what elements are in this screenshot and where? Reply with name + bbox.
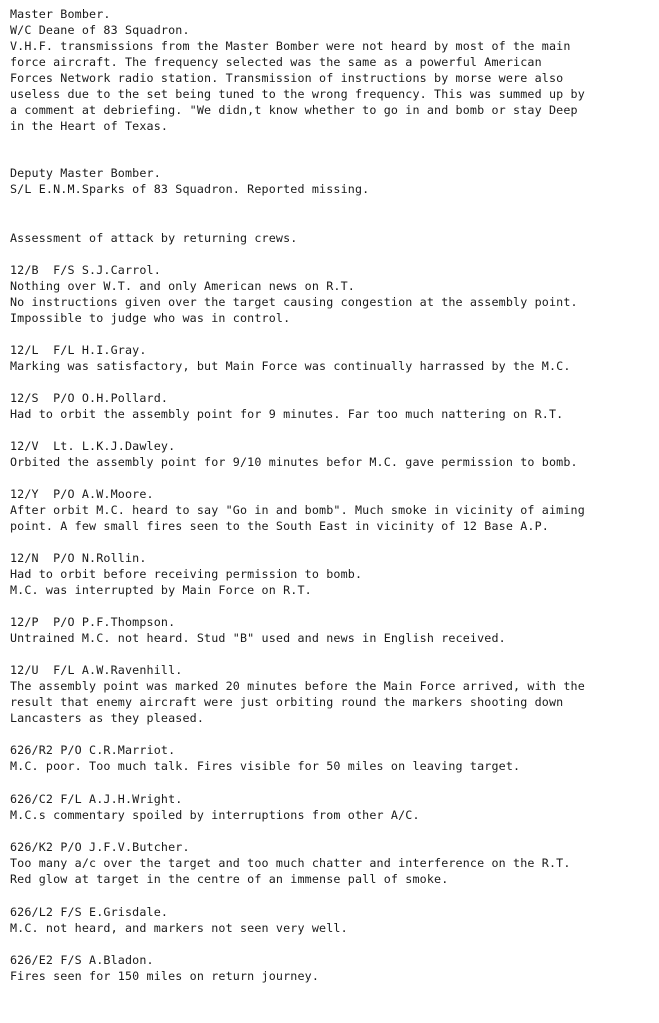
- crew-member-name: Lt. L.K.J.Dawley.: [53, 439, 176, 453]
- deputy-master-bomber-name: S/L E.N.M.Sparks of 83 Squadron. Reported missing.: [10, 182, 370, 196]
- crew-aircraft-id: 12/L: [10, 343, 39, 357]
- crew-aircraft-id: 626/L2: [10, 905, 54, 919]
- crew-comment: Orbited the assembly point for 9/10 minutes befor M.C. gave permission to bomb.: [10, 455, 578, 469]
- crew-aircraft-id: 12/B: [10, 263, 39, 277]
- crew-id-name: [10, 550, 147, 566]
- crew-aircraft-id: 626/C2: [10, 792, 54, 806]
- crew-comment: Impossible to judge who was in control.: [10, 311, 291, 325]
- crew-comment: Too many a/c over the target and too much chatter and interference on the R.T.: [10, 856, 571, 870]
- assessment-heading: Assessment of attack by returning crews.: [10, 231, 298, 245]
- master-bomber-text-line: in the Heart of Texas.: [10, 119, 169, 133]
- crew-id-name: [10, 839, 190, 855]
- crew-id-name: [10, 614, 175, 630]
- crew-id-name: [10, 791, 182, 807]
- crew-comment: Nothing over W.T. and only American news on R.T.: [10, 279, 355, 293]
- crew-comment: M.C. poor. Too much talk. Fires visible for 50 miles on leaving target.: [10, 759, 521, 773]
- crew-comment: result that enemy aircraft were just orbiting round the markers shooting down: [10, 695, 564, 709]
- crew-id-name: [10, 952, 154, 968]
- master-bomber-text-line: a comment at debriefing. "We didn,t know whether to go in and bomb or stay Deep: [10, 103, 578, 117]
- crew-comment: The assembly point was marked 20 minutes before the Main Force arrived, with the: [10, 679, 585, 693]
- crew-comment: M.C. was interrupted by Main Force on R.T.: [10, 583, 312, 597]
- crew-member-name: P/O J.F.V.Butcher.: [60, 840, 190, 854]
- crew-id-name: [10, 742, 175, 758]
- master-bomber-name: W/C Deane of 83 Squadron.: [10, 23, 190, 37]
- crew-comment: point. A few small fires seen to the South East in vicinity of 12 Base A.P.: [10, 519, 549, 533]
- master-bomber-text-line: useless due to the set being tuned to the wrong frequency. This was summed up by: [10, 87, 585, 101]
- crew-aircraft-id: 12/S: [10, 391, 39, 405]
- crew-comment: Lancasters as they pleased.: [10, 711, 205, 725]
- crew-id-name: [10, 262, 161, 278]
- crew-id-name: [10, 662, 182, 678]
- crew-comment: M.C. not heard, and markers not seen very well.: [10, 921, 348, 935]
- crew-aircraft-id: 12/V: [10, 439, 39, 453]
- master-bomber-text-line: force aircraft. The frequency selected was the same as a powerful American: [10, 55, 542, 69]
- crew-id-name: [10, 904, 168, 920]
- crew-member-name: P/O O.H.Pollard.: [53, 391, 169, 405]
- crew-member-name: P/O P.F.Thompson.: [53, 615, 176, 629]
- crew-comment: Red glow at target in the centre of an immense pall of smoke.: [10, 872, 449, 886]
- crew-comment: Fires seen for 150 miles on return journey.: [10, 969, 320, 983]
- crew-aircraft-id: 12/P: [10, 615, 39, 629]
- master-bomber-text-line: V.H.F. transmissions from the Master Bomber were not heard by most of the main: [10, 39, 571, 53]
- crew-comment: No instructions given over the target causing congestion at the assembly point.: [10, 295, 578, 309]
- crew-comment: M.C.s commentary spoiled by interruptions from other A/C.: [10, 808, 420, 822]
- crew-comment: Had to orbit before receiving permission to bomb.: [10, 567, 363, 581]
- crew-comment: Marking was satisfactory, but Main Force was continually harrassed by the M.C.: [10, 359, 571, 373]
- crew-aircraft-id: 626/R2: [10, 743, 54, 757]
- crew-aircraft-id: 12/U: [10, 663, 39, 677]
- crew-comment: After orbit M.C. heard to say "Go in and bomb". Much smoke in vicinity of aiming: [10, 503, 585, 517]
- crew-member-name: F/L A.J.H.Wright.: [60, 792, 183, 806]
- crew-member-name: P/O N.Rollin.: [53, 551, 147, 565]
- crew-id-name: [10, 342, 147, 358]
- crew-aircraft-id: 626/E2: [10, 953, 54, 967]
- crew-member-name: P/O C.R.Marriot.: [60, 743, 176, 757]
- deputy-master-bomber-heading: Deputy Master Bomber.: [10, 166, 161, 180]
- crew-id-name: [10, 438, 175, 454]
- crew-id-name: [10, 390, 168, 406]
- crew-comment: Had to orbit the assembly point for 9 minutes. Far too much nattering on R.T.: [10, 407, 564, 421]
- crew-member-name: F/S A.Bladon.: [60, 953, 154, 967]
- crew-aircraft-id: 626/K2: [10, 840, 54, 854]
- crew-member-name: F/S E.Grisdale.: [60, 905, 169, 919]
- crew-comment: Untrained M.C. not heard. Stud "B" used and news in English received.: [10, 631, 506, 645]
- crew-member-name: F/L A.W.Ravenhill.: [53, 663, 183, 677]
- master-bomber-text-line: Forces Network radio station. Transmission of instructions by morse were also: [10, 71, 564, 85]
- crew-id-name: [10, 486, 154, 502]
- crew-aircraft-id: 12/Y: [10, 487, 39, 501]
- crew-member-name: F/S S.J.Carrol.: [53, 263, 161, 277]
- crew-member-name: P/O A.W.Moore.: [53, 487, 154, 501]
- master-bomber-heading: Master Bomber.: [10, 7, 111, 21]
- crew-aircraft-id: 12/N: [10, 551, 39, 565]
- crew-member-name: F/L H.I.Gray.: [53, 343, 147, 357]
